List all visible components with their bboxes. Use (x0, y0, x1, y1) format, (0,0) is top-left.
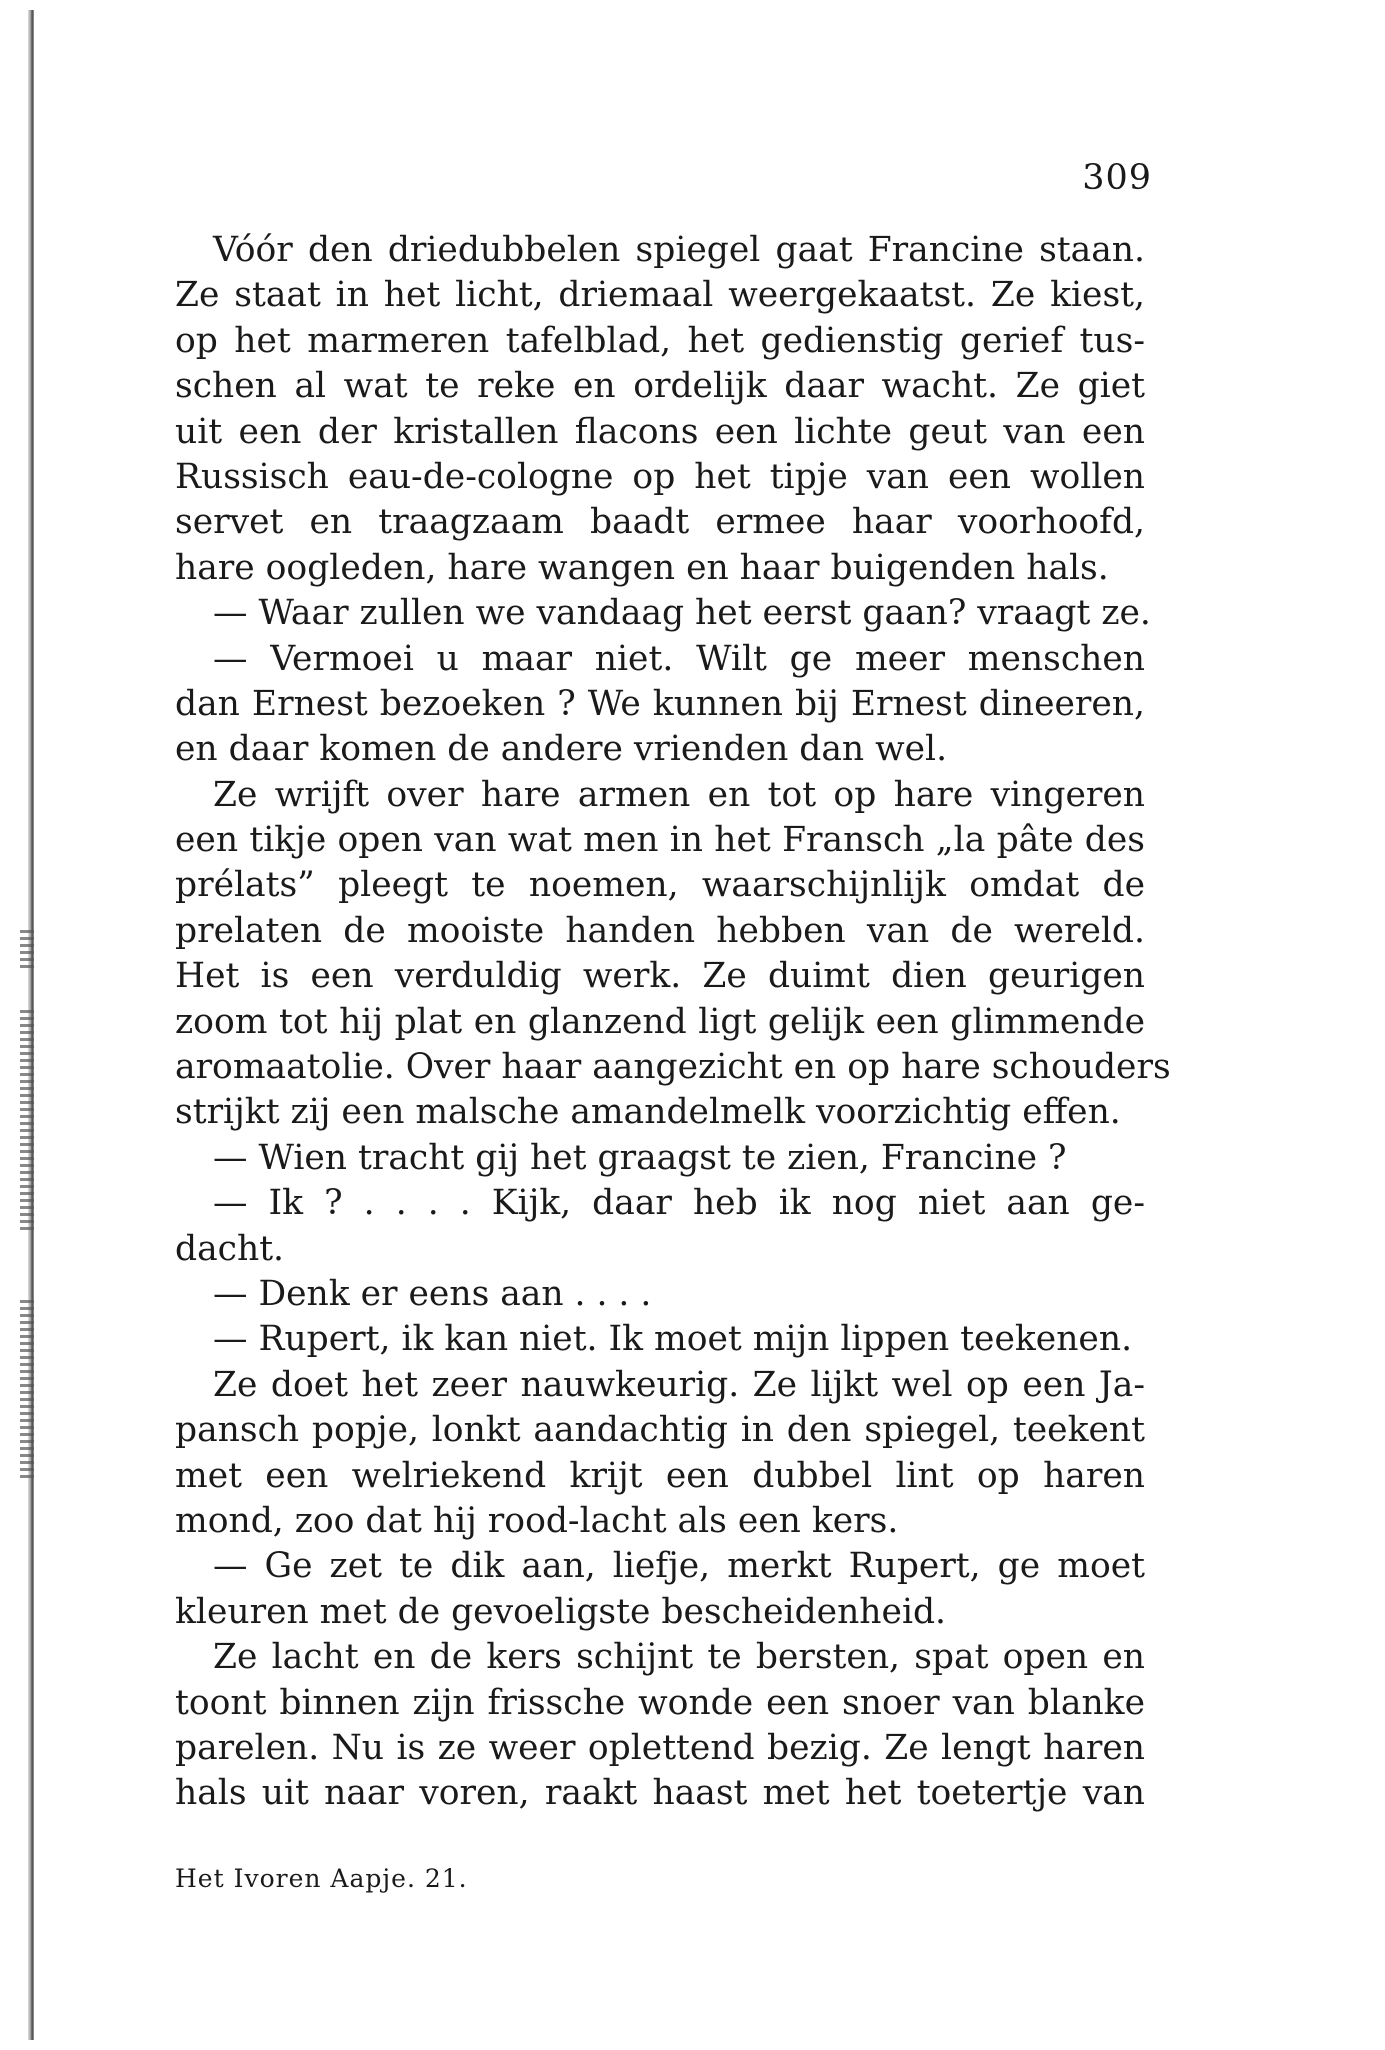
text-line: — Waar zullen we vandaag het eerst gaan? vraagt ze. (213, 593, 1151, 634)
paragraph (175, 1635, 1145, 1817)
text-line: en daar komen de andere vrienden dan wel. (175, 729, 948, 770)
text-line: schen al wat te reke en ordelijk daar wacht. Ze giet (175, 366, 1145, 407)
text-line: Ze wrijft over hare armen en tot op hare vingeren (213, 774, 1145, 815)
text-line: Ze doet het zeer nauwkeurig. Ze lijkt wel op een Ja- (213, 1364, 1145, 1405)
dialogue-paragraph (175, 1317, 1145, 1362)
text-line: zoom tot hij plat en glanzend ligt gelijk een glimmende (175, 1001, 1145, 1042)
text-line: — Vermoei u maar niet. Wilt ge meer menschen (213, 638, 1145, 679)
body-text (175, 228, 1171, 1817)
text-line: — Ik ? . . . . Kijk, daar heb ik nog niet aan ge- (213, 1183, 1145, 1224)
dialogue-paragraph (175, 1544, 1145, 1635)
paragraph (175, 228, 1145, 591)
text-line: prelaten de mooiste handen hebben van de wereld. (175, 910, 1145, 951)
dialogue-paragraph (175, 1272, 1145, 1317)
text-line: Ze lacht en de kers schijnt te bersten, spat open en (213, 1637, 1145, 1678)
text-line: toont binnen zijn frissche wonde een snoer van blanke (175, 1682, 1145, 1723)
text-line: servet en traagzaam baadt ermee haar voorhoofd, (175, 502, 1145, 543)
text-line: prélats” pleegt te noemen, waarschijnlijk omdat de (175, 865, 1145, 906)
text-line: — Wien tracht gij het graagst te zien, Francine ? (213, 1137, 1067, 1178)
text-line: dan Ernest bezoeken ? We kunnen bij Ernest dineeren, (175, 683, 1145, 724)
dialogue-paragraph (175, 637, 1145, 773)
text-line: Vóór den driedubbelen spiegel gaat Francine staan. (213, 230, 1145, 270)
paragraph (175, 1363, 1145, 1545)
text-line: — Denk er eens aan . . . . (213, 1273, 652, 1314)
text-line: Russisch eau-de-cologne op het tipje van een wollen (175, 456, 1145, 497)
binding-mark (20, 1010, 34, 1230)
text-line: — Ge zet te dik aan, liefje, merkt Rupert, ge moet (213, 1546, 1145, 1587)
text-line: Het is een verduldig werk. Ze duimt dien geurigen (175, 956, 1145, 997)
text-line: hare oogleden, hare wangen en haar buigenden hals. (175, 547, 1109, 588)
text-line: strijkt zij een malsche amandelmelk voorzichtig effen. (175, 1092, 1121, 1133)
dialogue-paragraph (175, 591, 1151, 636)
text-line: parelen. Nu is ze weer oplettend bezig. Ze lengt haren (175, 1727, 1145, 1768)
text-line: dacht. (175, 1228, 285, 1269)
printer-signature: Het Ivoren Aapje. 21. (175, 1864, 468, 1893)
text-line: pansch popje, lonkt aandachtig in den spiegel, teekent (175, 1410, 1145, 1451)
text-line: hals uit naar voren, raakt haast met het toetertje van (175, 1773, 1145, 1814)
text-line: een tikje open van wat men in het Fransch „la pâte des (175, 820, 1145, 861)
text-line: uit een der kristallen flacons een lichte geut van een (175, 411, 1145, 452)
dialogue-paragraph (175, 1181, 1145, 1272)
text-line: mond, zoo dat hij rood-lacht als een kers. (175, 1500, 899, 1541)
binding-mark (20, 930, 34, 970)
text-line: — Rupert, ik kan niet. Ik moet mijn lippen teekenen. (213, 1319, 1133, 1360)
paragraph (175, 773, 1171, 1136)
text-line: op het marmeren tafelblad, het gedienstig gerief tus- (175, 320, 1145, 361)
text-line: kleuren met de gevoeligste bescheidenheid. (175, 1591, 947, 1632)
text-line: Ze staat in het licht, driemaal weergekaatst. Ze kiest, (175, 275, 1145, 316)
binding-mark (20, 1300, 34, 1480)
dialogue-paragraph (175, 1136, 1145, 1181)
text-line: aromaatolie. Over haar aangezicht en op hare schouders (175, 1047, 1171, 1088)
page-number: 309 (1082, 158, 1152, 198)
text-line: met een welriekend krijt een dubbel lint op haren (175, 1455, 1145, 1496)
